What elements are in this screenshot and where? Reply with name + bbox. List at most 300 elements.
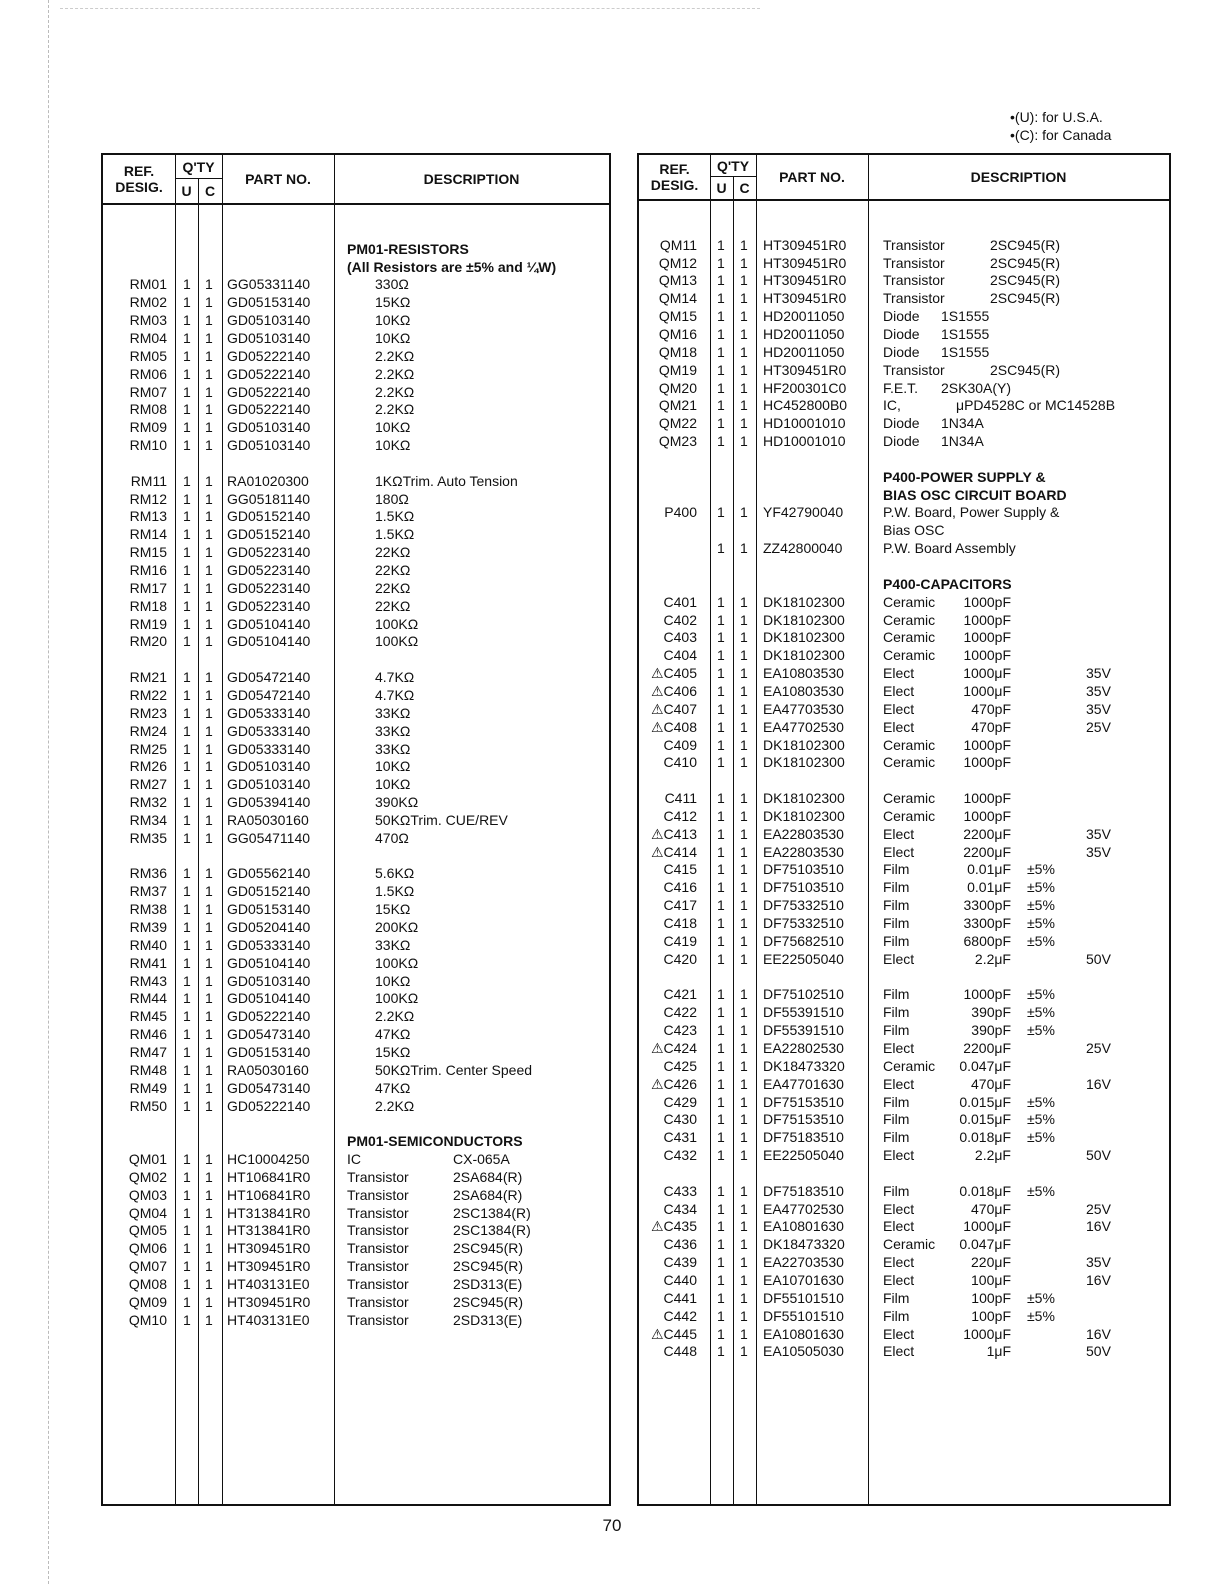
description: Transistor [347,1204,409,1221]
tolerance: ±5% [1027,1182,1055,1199]
qty-c: 1 [740,1093,748,1110]
part-number: EA10801630 [763,1325,844,1342]
description: Diode [883,308,920,325]
qty-c: 1 [205,1079,213,1096]
table-row [639,1235,1169,1253]
table-row [639,878,1169,896]
table-row [639,1217,1169,1235]
section-title: PM01-SEMICONDUCTORS [347,1133,523,1150]
section-title: P400-CAPACITORS [883,575,1012,592]
description: 33KΩ [375,704,411,721]
legend-canada: •(C): for Canada [1010,127,1112,143]
tolerance: ±5% [1027,1022,1055,1039]
part-type: 1S1555 [941,343,990,360]
description: 4.7KΩ [375,669,415,686]
part-number: GD05222140 [227,1008,311,1025]
table-row [103,757,609,775]
qty-u: 1 [717,1254,725,1271]
part-number: HC452800B0 [763,397,848,414]
part-number: DF75153510 [763,1111,844,1128]
ref-desig: QM20 [658,379,697,396]
ref-desig: C415 [663,861,697,878]
qty-u-header: U [716,180,727,196]
part-number: GD05104140 [227,990,311,1007]
table-row [639,289,1169,307]
qty-u: 1 [717,1004,725,1021]
qty-u: 1 [183,883,191,900]
table-row [103,1168,609,1186]
table-row [103,293,609,311]
ref-desig: C410 [663,754,697,771]
ref-desig: RM06 [129,365,167,382]
top-dashed-rule [60,8,760,9]
table-header [103,155,609,205]
description: Bias OSC [883,522,945,539]
ref-desig: RM45 [129,1008,167,1025]
value: 2200μF [963,825,1011,842]
qty-c: 1 [740,807,748,824]
qty-u: 1 [183,276,191,293]
qty-c: 1 [205,508,213,525]
qty-u: 1 [717,754,725,771]
ref-desig: RM19 [129,615,167,632]
ref-desig: QM08 [128,1276,167,1292]
qty-c: 1 [205,758,213,775]
part-number: EA47702530 [763,1200,844,1217]
table-row [639,700,1169,718]
qty-u: 1 [183,312,191,329]
qty-c: 1 [740,1022,748,1039]
qty-u: 1 [183,329,191,346]
qty-u: 1 [717,682,725,699]
table-row [103,597,609,615]
ref-desig: RM16 [129,562,167,578]
value: 0.01μF [967,861,1011,878]
table-row [639,1039,1169,1057]
part-type: 2SA684(R) [453,1168,523,1185]
table-row [103,543,609,561]
qty-u: 1 [717,1236,725,1253]
description: Film [883,1004,910,1021]
qty-c: 1 [740,504,748,521]
description: Elect [883,1200,915,1217]
qty-c: 1 [205,401,213,418]
voltage: 35V [1086,1254,1111,1271]
qty-u: 1 [717,790,725,807]
table-row [639,361,1169,379]
table-row [103,275,609,293]
description: 200KΩ [375,919,419,935]
qty-c: 1 [740,415,748,432]
ref-desig: QM05 [128,1222,167,1239]
qty-c: 1 [740,1111,748,1128]
ref-desig: RM08 [129,401,167,418]
qty-u: 1 [717,950,725,967]
table-row [639,254,1169,272]
part-number: DK18102300 [763,611,845,628]
qty-c: 1 [205,419,213,436]
qty-c: 1 [740,1289,748,1306]
voltage: 16V [1086,1325,1111,1342]
qty-c: 1 [205,490,213,507]
part-number: DF75183510 [763,1129,844,1146]
description: 390KΩ [375,794,419,811]
value: 1000μF [963,682,1011,699]
value: 220μF [971,1254,1011,1271]
qty-c-header: C [204,183,216,199]
qty-c: 1 [205,936,213,953]
voltage: 25V [1086,1200,1111,1217]
qty-c: 1 [205,597,213,614]
description: Elect [883,1325,915,1342]
part-number: GD05104140 [227,633,311,650]
ref-desig-header: REF. DESIG. [115,163,163,195]
qty-c: 1 [205,472,213,489]
qty-c: 1 [205,829,213,846]
qty-u: 1 [717,647,725,664]
table-row [639,521,1169,539]
qty-c: 1 [205,919,213,935]
part-number: GD05103140 [227,419,311,436]
table-row [639,236,1169,254]
qty-c: 1 [740,1182,748,1199]
ref-desig: QM14 [658,290,697,307]
value: 1000pF [963,647,1011,664]
description: 5.6KΩ [375,865,415,882]
part-number: HT403131E0 [227,1276,310,1292]
description: Transistor [883,236,945,253]
part-number: DK18102300 [763,754,845,771]
value: 470pF [971,700,1011,717]
description-header: DESCRIPTION [970,169,1067,185]
table-row [639,1307,1169,1325]
qty-c: 1 [740,915,748,931]
description: 1.5KΩ [375,526,415,543]
qty-u: 1 [183,526,191,543]
qty-u: 1 [183,1222,191,1239]
qty-u: 1 [183,829,191,846]
description: F.E.T. [883,379,919,396]
part-type: 1S1555 [941,308,990,325]
voltage: 35V [1086,682,1111,699]
ref-desig: ⚠C406 [650,682,697,699]
table-row [639,593,1169,611]
qty-c: 1 [205,704,213,721]
part-number: DF75103510 [763,879,844,896]
part-number: EA10801630 [763,1218,844,1235]
qty-c: 1 [205,383,213,400]
part-number: GD05103140 [227,329,311,346]
section-title: BIAS OSC CIRCUIT BOARD [883,486,1067,503]
voltage: 25V [1086,718,1111,735]
qty-u: 1 [717,379,725,396]
qty-c: 1 [740,1254,748,1271]
part-number: HD20011050 [763,325,845,342]
qty-c: 1 [740,1200,748,1217]
part-number: EE22505040 [763,950,844,967]
table-row [103,1221,609,1239]
part-type: 2SD313(E) [453,1311,523,1328]
qty-c: 1 [740,950,748,967]
description: 15KΩ [375,901,411,918]
table-row [639,1146,1169,1164]
ref-desig: QM23 [658,433,697,450]
table-row [639,1200,1169,1218]
value: 100pF [971,1289,1011,1306]
part-number: GG05471140 [227,829,311,846]
table-row [103,900,609,918]
qty-u: 1 [183,1097,191,1114]
description: 100KΩ [375,954,419,971]
part-type: 2SC945(R) [990,361,1061,378]
table-row [639,1003,1169,1021]
qty-c: 1 [205,954,213,971]
qty-u: 1 [717,1093,725,1110]
description: IC, [883,397,901,414]
qty-u: 1 [717,1343,725,1360]
description: 15KΩ [375,294,411,311]
ref-desig: RM20 [129,633,167,650]
qty-u: 1 [183,562,191,578]
tolerance: ±5% [1027,986,1055,1003]
qty-c: 1 [205,562,213,578]
qty-u: 1 [183,401,191,418]
description: P.W. Board Assembly [883,540,1016,557]
table-row [639,379,1169,397]
part-number: GD05333140 [227,722,311,739]
qty-u: 1 [717,540,725,557]
ref-desig: C429 [663,1093,697,1110]
part-number: DK18473320 [763,1236,845,1253]
qty-u: 1 [183,294,191,311]
ref-desig: RM09 [129,419,167,436]
ref-desig: QM06 [128,1240,167,1257]
part-number: GD05333140 [227,936,311,953]
value: 470μF [971,1075,1011,1092]
ref-desig: QM10 [128,1311,167,1328]
description: Transistor [347,1293,409,1310]
qty-header: Q'TY [175,155,222,179]
ref-desig: RM02 [129,294,167,311]
description: Transistor [347,1222,409,1239]
value: 0.01μF [967,879,1011,896]
qty-c: 1 [740,308,748,325]
description: Elect [883,1147,915,1164]
part-type: 2SC945(R) [453,1240,524,1257]
part-type: 2SC1384(R) [453,1204,531,1221]
ref-desig: ⚠C413 [650,825,697,842]
table-row [103,1257,609,1275]
part-number: DK18102300 [763,647,845,664]
qty-c: 1 [205,544,213,561]
part-number: EA10803530 [763,665,844,682]
description: Ceramic [883,629,936,646]
description: 100KΩ [375,633,419,650]
section-heading-row [103,240,609,258]
ref-desig: RM05 [129,347,167,364]
table-row [103,561,609,579]
description: Transistor [347,1258,409,1275]
value: 390pF [971,1022,1011,1039]
ref-desig: RM50 [129,1097,167,1114]
qty-u: 1 [717,1057,725,1074]
qty-u: 1 [183,365,191,382]
part-number: HD10001010 [763,415,846,432]
qty-u: 1 [183,508,191,525]
part-type: 2SC945(R) [990,236,1061,253]
qty-u: 1 [717,1075,725,1092]
part-number: DF55391510 [763,1004,844,1021]
section-title: (All Resistors are ±5% and ¼W) [347,258,557,275]
part-number: DF75102510 [763,986,844,1003]
ref-desig: C419 [663,932,697,949]
qty-u: 1 [183,347,191,364]
description: 2.2KΩ [375,365,415,382]
qty-u: 1 [717,415,725,432]
qty-u: 1 [183,758,191,775]
parts-table-left [101,153,611,1506]
description: Elect [883,1039,915,1056]
part-number: GD05333140 [227,740,311,757]
table-row [103,1239,609,1257]
description: IC [347,1151,361,1168]
table-row [103,1150,609,1168]
qty-c: 1 [740,1236,748,1253]
qty-c: 1 [740,1343,748,1360]
ref-desig: C409 [663,736,697,753]
qty-u: 1 [183,1240,191,1257]
table-row [103,989,609,1007]
ref-desig: C432 [663,1147,697,1164]
description: 22KΩ [375,562,411,578]
description: Elect [883,1254,915,1271]
qty-c: 1 [740,1218,748,1235]
qty-u: 1 [717,308,725,325]
ref-desig: ⚠C426 [650,1075,697,1092]
ref-desig: RM10 [129,437,167,454]
qty-u: 1 [183,865,191,882]
part-number: DK18102300 [763,736,845,753]
description: 2.2KΩ [375,1008,415,1025]
part-number: GD05103140 [227,437,311,454]
ref-desig: RM36 [129,865,167,882]
qty-u: 1 [183,1258,191,1275]
voltage: 50V [1086,950,1111,967]
qty-c: 1 [205,1240,213,1257]
qty-c: 1 [205,633,213,650]
section-heading-row [639,468,1169,486]
description: 10KΩ [375,437,411,454]
ref-desig: C423 [663,1022,697,1039]
part-number: GD05394140 [227,794,311,811]
qty-u: 1 [717,807,725,824]
voltage: 16V [1086,1075,1111,1092]
ref-desig: C418 [663,915,697,931]
part-number: GD05153140 [227,294,311,311]
voltage: 25V [1086,1039,1111,1056]
qty-u: 1 [717,897,725,914]
qty-c: 1 [740,665,748,682]
qty-u: 1 [183,1276,191,1292]
table-row [639,307,1169,325]
qty-c: 1 [740,379,748,396]
ref-desig: QM02 [128,1168,167,1185]
description: 10KΩ [375,419,411,436]
ref-desig: P400 [664,504,697,521]
description: 10KΩ [375,972,411,989]
ref-desig: RM49 [129,1079,167,1096]
ref-desig: RM27 [129,776,167,793]
part-no-header: PART NO. [245,171,311,187]
voltage: 35V [1086,843,1111,860]
qty-c: 1 [205,901,213,918]
qty-c: 1 [740,754,748,771]
ref-desig: C440 [663,1272,697,1288]
qty-c: 1 [740,718,748,735]
section-heading-row [103,1132,609,1150]
value: 1000pF [963,611,1011,628]
part-type: 2SA684(R) [453,1186,523,1203]
part-number: YF42790040 [763,504,844,521]
part-number: GD05152140 [227,526,311,543]
ref-desig: QM07 [128,1258,167,1275]
qty-c: 1 [205,794,213,811]
description: Transistor [347,1186,409,1203]
qty-c: 1 [205,1311,213,1328]
part-number: DF75332510 [763,897,844,914]
table-row [639,1253,1169,1271]
qty-u: 1 [717,290,725,307]
table-row [103,918,609,936]
voltage: 50V [1086,1147,1111,1164]
table-row [639,1325,1169,1343]
qty-c: 1 [740,1057,748,1074]
qty-u: 1 [717,236,725,253]
ref-desig: RM37 [129,883,167,900]
value: 0.018μF [959,1182,1011,1199]
qty-c: 1 [740,1147,748,1164]
qty-c: 1 [740,272,748,289]
part-number: EA47703530 [763,700,844,717]
part-number: EA47701630 [763,1075,844,1092]
description: Transistor [347,1240,409,1257]
qty-u: 1 [183,704,191,721]
table-row [103,1293,609,1311]
description: Film [883,861,910,878]
ref-desig: C434 [663,1200,697,1217]
part-number: HC10004250 [227,1151,310,1168]
voltage: 16V [1086,1218,1111,1235]
value: 1000pF [963,807,1011,824]
qty-u: 1 [183,972,191,989]
tolerance: ±5% [1027,861,1055,878]
description: 4.7KΩ [375,686,415,703]
qty-u: 1 [183,1026,191,1043]
table-row [639,271,1169,289]
table-row [639,789,1169,807]
part-number: EA10701630 [763,1272,844,1288]
table-row [639,736,1169,754]
value: 1000μF [963,665,1011,682]
table-row [103,864,609,882]
part-number: GD05152140 [227,508,311,525]
ref-desig: C431 [663,1129,697,1146]
value: 1000pF [963,754,1011,771]
ref-desig: QM11 [659,236,697,253]
description: P.W. Board, Power Supply & [883,504,1060,521]
part-number: DK18102300 [763,807,845,824]
table-row [639,343,1169,361]
